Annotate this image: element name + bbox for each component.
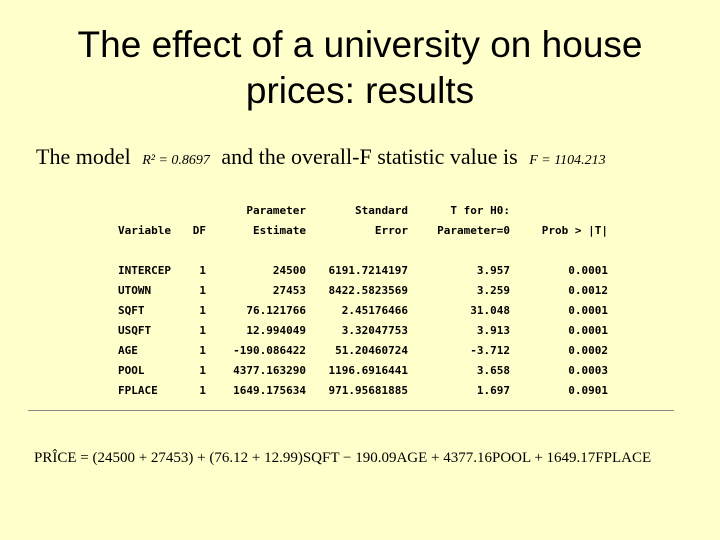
header-top-cell: Standard (355, 204, 408, 217)
table-cell: 971.95681885 (328, 384, 408, 397)
table-cell: AGE (118, 344, 138, 357)
table-cell: 3.32047753 (341, 324, 408, 337)
table-cell: POOL (118, 364, 145, 377)
table-header-top (118, 204, 510, 224)
table-cell: 3.957 (476, 264, 510, 277)
table-cell: 1 (199, 284, 206, 297)
table-row (118, 304, 608, 324)
header-cell-prob: Prob > |T| (541, 224, 608, 237)
model-middle-text: and the overall-F statistic value is (221, 144, 518, 169)
table-cell: 31.048 (470, 304, 510, 317)
table-cell: -3.712 (470, 344, 510, 357)
table-cell: 24500 (272, 264, 306, 277)
table-cell: UTOWN (118, 284, 152, 297)
table-cell: -190.086422 (233, 344, 306, 357)
table-cell: 1 (199, 264, 206, 277)
table-cell: 0.0012 (568, 284, 608, 297)
title-line-2: prices: results (245, 70, 475, 111)
table-cell: 0.0002 (568, 344, 608, 357)
table-row (118, 264, 608, 284)
divider (28, 410, 674, 411)
model-prefix: The model (36, 144, 131, 169)
table-row (118, 324, 608, 344)
header-cell-estimate: Estimate (253, 224, 306, 237)
header-cell-variable: Variable (118, 224, 171, 237)
table-cell: 4377.163290 (233, 364, 306, 377)
header-cell-error: Error (374, 224, 408, 237)
table-cell: 1196.6916441 (328, 364, 408, 377)
table-cell: 1 (199, 344, 206, 357)
model-summary (36, 144, 716, 170)
regression-table (118, 204, 608, 404)
table-cell: 51.20460724 (335, 344, 408, 357)
table-row (118, 384, 608, 404)
table-cell: 0.0001 (568, 304, 608, 317)
table-cell: INTERCEP (118, 264, 171, 277)
r-squared-value: R² = 0.8697 (142, 153, 210, 168)
table-cell: 0.0901 (568, 384, 608, 397)
header-cell-df: DF (192, 224, 206, 237)
f-statistic-value: F = 1104.213 (529, 153, 606, 168)
table-cell: 8422.5823569 (328, 284, 408, 297)
table-cell: 3.658 (476, 364, 510, 377)
table-cell: 1 (199, 304, 206, 317)
table-cell: 0.0003 (568, 364, 608, 377)
table-cell: 12.994049 (246, 324, 306, 337)
table-cell: 0.0001 (568, 264, 608, 277)
table-cell: 1 (199, 324, 206, 337)
table-cell: 1 (199, 384, 206, 397)
table-cell: 1.697 (476, 384, 510, 397)
table-cell: USQFT (118, 324, 152, 337)
slide-title (0, 22, 720, 114)
table-cell: FPLACE (118, 384, 158, 397)
table-header-bottom (118, 224, 608, 244)
title-line-1: The effect of a university on house (77, 24, 643, 65)
table-cell: 1 (199, 364, 206, 377)
header-top-cell: T for H0: (450, 204, 510, 217)
table-cell: 3.913 (476, 324, 510, 337)
table-cell: 1649.175634 (233, 384, 306, 397)
header-top-cell: Parameter (246, 204, 306, 217)
table-row (118, 344, 608, 364)
table-cell: SQFT (118, 304, 145, 317)
table-cell: 6191.7214197 (328, 264, 408, 277)
fitted-equation: PRÎCE = (24500 + 27453) + (76.12 + 12.99)SQFT − 190.09AGE + 4377.16POOL + 1649.17FPLACE (34, 450, 652, 466)
header-cell-t: Parameter=0 (437, 224, 510, 237)
table-body (118, 264, 608, 404)
table-cell: 76.121766 (246, 304, 306, 317)
table-row (118, 284, 608, 304)
table-cell: 3.259 (476, 284, 510, 297)
table-cell: 0.0001 (568, 324, 608, 337)
table-row (118, 364, 608, 384)
table-cell: 2.45176466 (341, 304, 408, 317)
table-cell: 27453 (272, 284, 306, 297)
